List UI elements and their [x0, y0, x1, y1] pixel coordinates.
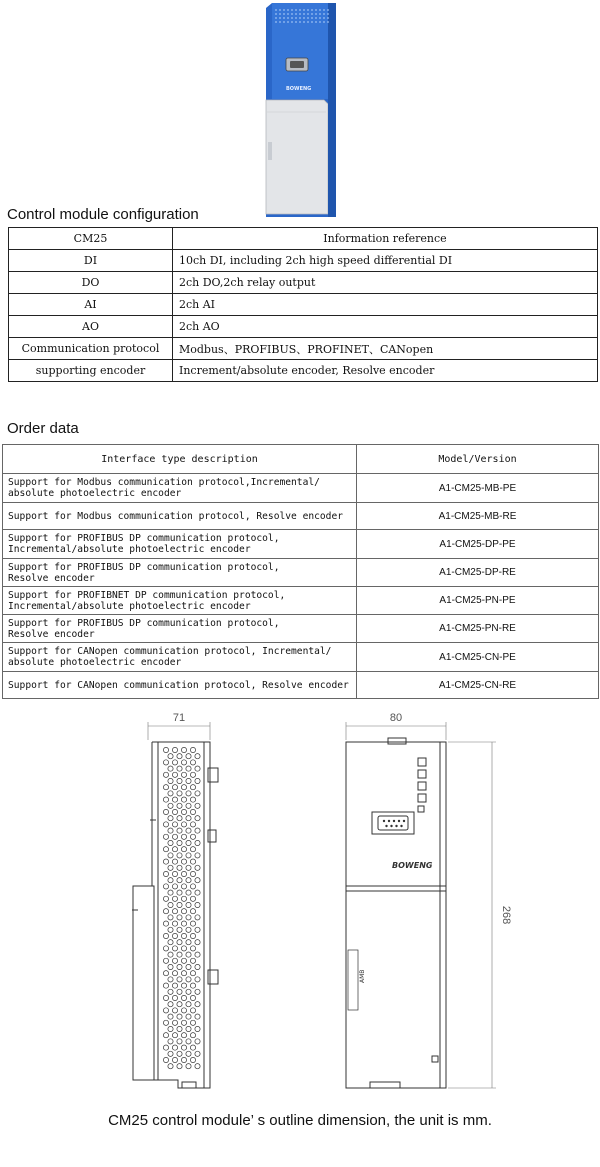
config-header-info: Information reference	[173, 228, 598, 250]
config-item: Communication protocol	[9, 338, 173, 360]
config-row	[9, 338, 598, 360]
config-value: 2ch DO,2ch relay output	[173, 272, 598, 294]
order-desc	[3, 559, 357, 587]
config-item: DI	[9, 250, 173, 272]
order-desc-line: Support for PROFIBNET DP communication protocol,	[8, 589, 286, 601]
side-width-label: 71	[172, 712, 186, 724]
order-desc-line: Support for CANopen communication protocol, Resolve encoder	[8, 679, 349, 691]
order-row	[3, 559, 599, 587]
order-model: A1-CM25-CN-RE	[357, 672, 599, 699]
drawing-caption: CM25 control module’ s outline dimension, the unit is mm.	[108, 1112, 492, 1129]
order-header-desc: Interface type description	[3, 445, 357, 474]
product-photo	[262, 2, 338, 220]
config-value: Modbus、PROFIBUS、PROFINET、CANopen	[173, 338, 598, 360]
order-desc-line: Resolve encoder	[8, 572, 95, 584]
order-desc-line: Resolve encoder	[8, 628, 95, 640]
order-desc-line: Incremental/absolute photoelectric encoder	[8, 544, 251, 555]
order-table-header	[3, 445, 599, 474]
order-desc-line: absolute photoelectric encoder	[8, 657, 182, 668]
order-desc-line: absolute photoelectric encoder	[8, 488, 182, 499]
order-row	[3, 474, 599, 503]
order-desc	[3, 615, 357, 643]
drawing-side-logo: AMB	[359, 969, 366, 983]
config-section-title: Control module configuration	[7, 206, 199, 223]
config-item: AI	[9, 294, 173, 316]
order-row	[3, 615, 599, 643]
config-row	[9, 272, 598, 294]
front-view-drawing	[346, 722, 496, 1088]
order-header-model: Model/Version	[357, 445, 599, 474]
config-value: 10ch DI, including 2ch high speed differential DI	[173, 250, 598, 272]
config-row	[9, 250, 598, 272]
brand-logo: BOWENG	[286, 86, 312, 92]
config-row	[9, 294, 598, 316]
order-table	[2, 444, 599, 699]
order-desc	[3, 643, 357, 672]
order-desc-line: Support for PROFIBUS DP communication protocol,	[8, 533, 280, 544]
config-item: supporting encoder	[9, 360, 173, 382]
order-row	[3, 530, 599, 559]
config-row	[9, 316, 598, 338]
order-desc	[3, 672, 357, 699]
order-model: A1-CM25-CN-PE	[357, 643, 599, 672]
drawing-brand-logo: BOWENG	[392, 861, 433, 870]
front-width-label: 80	[389, 712, 403, 724]
config-table-header	[9, 228, 598, 250]
order-model: A1-CM25-PN-PE	[357, 587, 599, 615]
config-header-cm25: CM25	[9, 228, 173, 250]
order-desc-line: Incremental/absolute photoelectric encoder	[8, 600, 251, 612]
config-value: Increment/absolute encoder, Resolve encoder	[173, 360, 598, 382]
order-row	[3, 643, 599, 672]
order-desc-line: Support for PROFIBUS DP communication protocol,	[8, 617, 280, 629]
order-desc-line: Support for Modbus communication protocol,Incremental/	[8, 477, 320, 488]
order-desc	[3, 474, 357, 503]
config-value: 2ch AO	[173, 316, 598, 338]
height-label: 268	[500, 905, 512, 925]
side-view-drawing	[132, 722, 218, 1088]
order-model: A1-CM25-MB-PE	[357, 474, 599, 503]
order-row	[3, 503, 599, 530]
order-model: A1-CM25-DP-PE	[357, 530, 599, 559]
order-desc	[3, 530, 357, 559]
config-item: AO	[9, 316, 173, 338]
config-row	[9, 360, 598, 382]
config-item: DO	[9, 272, 173, 294]
config-value: 2ch AI	[173, 294, 598, 316]
order-row	[3, 672, 599, 699]
order-model: A1-CM25-DP-RE	[357, 559, 599, 587]
order-desc-line: Support for Modbus communication protocol, Resolve encoder	[8, 510, 344, 522]
order-desc	[3, 503, 357, 530]
order-row	[3, 587, 599, 615]
order-desc-line: Support for PROFIBUS DP communication protocol,	[8, 561, 280, 573]
order-model: A1-CM25-MB-RE	[357, 503, 599, 530]
order-section-title: Order data	[7, 420, 79, 437]
config-table	[8, 227, 598, 382]
order-desc-line: Support for CANopen communication protocol, Incremental/	[8, 646, 332, 657]
order-desc	[3, 587, 357, 615]
order-model: A1-CM25-PN-RE	[357, 615, 599, 643]
outline-drawing	[0, 700, 600, 1100]
